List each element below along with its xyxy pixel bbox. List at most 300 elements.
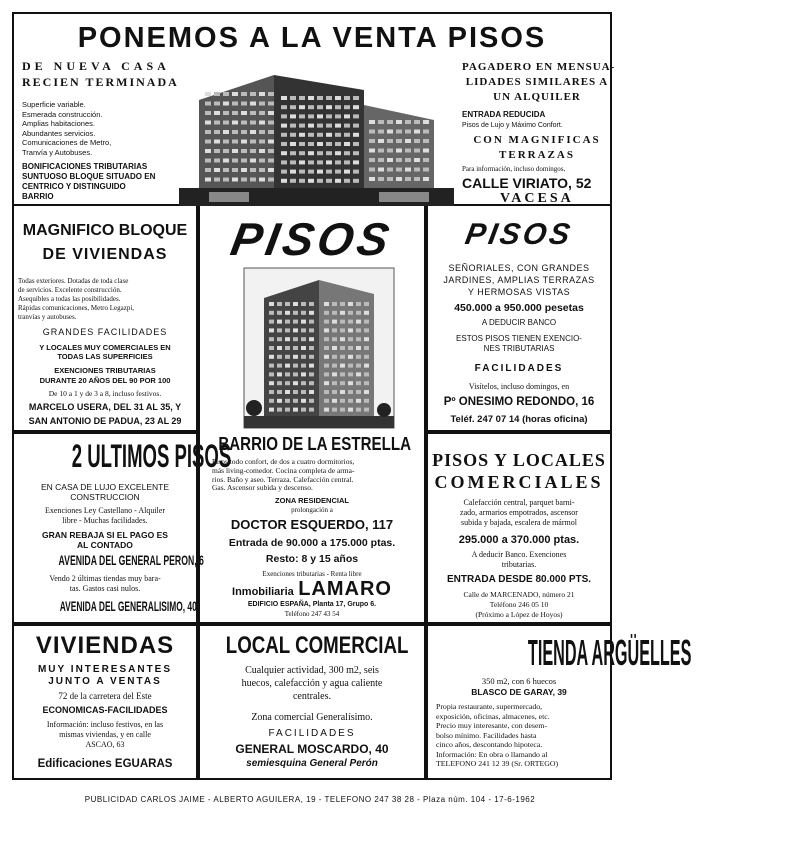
ad1-features-line: Abundantes servicios.	[22, 128, 96, 138]
ad5-body-line: libre - Muchas facilidades.	[62, 516, 148, 525]
window	[268, 92, 274, 96]
ad2-title-1: MAGNIFICO BLOQUE	[22, 222, 188, 239]
window	[309, 399, 314, 403]
window	[301, 311, 306, 315]
window	[250, 149, 256, 153]
window	[299, 124, 305, 128]
ad5-address-2-text: AVENIDA DEL GENERALISIMO, 40	[59, 598, 197, 614]
ad7-info	[14, 720, 196, 750]
window	[387, 130, 393, 134]
window	[293, 320, 298, 324]
ad3-price-2: Resto: 8 y 15 años	[265, 553, 359, 565]
window	[268, 102, 274, 106]
ad1-entrada: ENTRADA REDUCIDA	[462, 110, 546, 119]
window	[301, 364, 306, 368]
ad4-lines-line: JARDINES, AMPLIAS TERRAZAS	[443, 275, 595, 285]
window	[364, 355, 369, 359]
ad1-right-4-line: CON MAGNIFICAS	[473, 134, 601, 146]
ad-magnifico-bloque	[12, 206, 198, 432]
window	[364, 381, 369, 385]
window	[396, 168, 402, 172]
window	[308, 114, 314, 118]
window	[332, 355, 337, 359]
window	[250, 140, 256, 144]
ad3-body-line: Pisos todo confort, de dos a cuatro dormitorios,	[212, 457, 355, 466]
window	[335, 124, 341, 128]
ad2-exenciones	[14, 366, 196, 385]
window	[326, 151, 332, 155]
ad7-sub-line: MUY INTERESANTES	[37, 664, 173, 675]
ad1-bottom-text	[22, 162, 182, 202]
window	[356, 372, 361, 376]
window	[281, 96, 287, 100]
window	[290, 151, 296, 155]
window	[241, 121, 247, 125]
ad-pisos-senoriales	[426, 206, 612, 432]
window	[326, 160, 332, 164]
window	[423, 130, 429, 134]
window	[277, 346, 282, 350]
ad6-body-line: subida y bajada, escalera de mármol	[461, 518, 577, 527]
ad2-locales-line: Y LOCALES MUY COMERCIALES EN	[39, 343, 171, 352]
window	[356, 302, 361, 306]
window	[281, 124, 287, 128]
window	[348, 381, 353, 385]
window	[332, 320, 337, 324]
window	[326, 133, 332, 137]
window	[277, 320, 282, 324]
window	[232, 92, 238, 96]
window	[340, 408, 345, 412]
ad8-body-line: centrales.	[292, 691, 332, 702]
window	[232, 178, 238, 182]
ad1-right-4-line: TERRAZAS	[499, 149, 575, 161]
window	[326, 170, 332, 174]
window	[309, 337, 314, 341]
ad9-title-text: TIENDA ARGÜELLES	[527, 632, 692, 673]
window	[348, 408, 353, 412]
window	[301, 337, 306, 341]
window	[281, 142, 287, 146]
window	[290, 96, 296, 100]
ad5-shops	[14, 574, 196, 594]
window	[259, 92, 265, 96]
window	[232, 140, 238, 144]
window	[250, 121, 256, 125]
ad2-locales	[14, 343, 196, 361]
window	[340, 320, 345, 324]
ad1-left-title-1: DE NUEVA CASA	[22, 59, 170, 73]
ad2-exen-line: EXENCIONES TRIBUTARIAS	[54, 366, 156, 375]
window	[324, 399, 329, 403]
window	[290, 124, 296, 128]
window	[332, 302, 337, 306]
window	[378, 130, 384, 134]
window	[348, 302, 353, 306]
window	[332, 328, 337, 332]
window	[326, 179, 332, 183]
ad1-features-line: Esmerada construcción.	[22, 109, 103, 119]
window	[364, 372, 369, 376]
window	[250, 102, 256, 106]
window	[232, 149, 238, 153]
ad5-title-text: 2 ULTIMOS PISOS	[71, 438, 232, 474]
window	[348, 355, 353, 359]
ad2-body-line: Asequibles a todas las posibilidades.	[18, 295, 121, 303]
window	[268, 111, 274, 115]
window	[324, 355, 329, 359]
window	[340, 381, 345, 385]
window	[405, 168, 411, 172]
ad1-left-title-2: RECIEN TERMINADA	[22, 75, 179, 89]
window	[277, 399, 282, 403]
window	[293, 399, 298, 403]
window	[290, 160, 296, 164]
ad-local-comercial	[198, 624, 426, 780]
window	[293, 346, 298, 350]
window	[241, 140, 247, 144]
window	[301, 302, 306, 306]
ad7-title: VIVIENDAS	[35, 632, 175, 659]
window	[348, 390, 353, 394]
ad-viviendas	[12, 624, 198, 780]
window	[250, 178, 256, 182]
ad7-builder: Edificaciones EGUARAS	[37, 758, 173, 770]
window	[299, 142, 305, 146]
window	[309, 311, 314, 315]
window	[281, 179, 287, 183]
window	[214, 130, 220, 134]
ad9-body-line: Precio muy interesante, con desem-	[436, 721, 548, 730]
window	[285, 337, 290, 341]
window	[268, 121, 274, 125]
ad5-discount-line: AL CONTADO	[77, 540, 133, 550]
window	[232, 111, 238, 115]
window	[348, 372, 353, 376]
window	[344, 124, 350, 128]
ad-2-ultimos-pisos	[12, 432, 232, 624]
window	[259, 140, 265, 144]
window	[405, 139, 411, 143]
ad9-body-line: Información: En obra o llamando al	[436, 749, 548, 759]
window	[285, 328, 290, 332]
window	[356, 381, 361, 385]
window	[423, 177, 429, 181]
window	[223, 121, 229, 125]
ad1-features-line: Superficie variable.	[22, 100, 86, 109]
ad-ponemos-a-la-venta	[12, 12, 616, 206]
window	[369, 168, 375, 172]
ad1-features-line: Amplias habitaciones.	[22, 119, 95, 128]
window	[356, 328, 361, 332]
ad1-bottom-line: BARRIO	[22, 192, 54, 201]
window	[241, 111, 247, 115]
window	[364, 408, 369, 412]
window	[369, 158, 375, 162]
window	[356, 346, 361, 350]
window	[308, 179, 314, 183]
window	[405, 120, 411, 124]
window	[301, 390, 306, 394]
window	[285, 364, 290, 368]
window	[277, 390, 282, 394]
window	[378, 158, 384, 162]
window	[369, 149, 375, 153]
window	[205, 159, 211, 163]
window	[332, 311, 337, 315]
ad2-locales-line: TODAS LAS SUPERFICIES	[57, 352, 153, 361]
window	[269, 408, 274, 412]
window	[259, 111, 265, 115]
ad4-lines-line: Y HERMOSAS VISTAS	[467, 287, 571, 297]
window	[277, 372, 282, 376]
ad5-body	[14, 506, 196, 526]
ad9-title	[428, 632, 692, 674]
window	[364, 364, 369, 368]
window	[293, 337, 298, 341]
window	[332, 381, 337, 385]
window	[332, 337, 337, 341]
ad4-exempt-line: ESTOS PISOS TIENEN EXENCIO-	[456, 334, 582, 343]
window	[293, 381, 298, 385]
window	[308, 151, 314, 155]
ad2-hours: De 10 a 1 y de 3 a 8, incluso festivos.	[48, 389, 162, 398]
window	[241, 130, 247, 134]
ad4-deduct: A DEDUCIR BANCO	[481, 318, 557, 327]
window	[293, 355, 298, 359]
window	[223, 159, 229, 163]
window	[335, 151, 341, 155]
window	[324, 302, 329, 306]
ad3-title-text: BARRIO DE LA ESTRELLA	[218, 434, 411, 454]
ad3-body	[212, 458, 422, 493]
window	[344, 96, 350, 100]
window	[364, 320, 369, 324]
window	[232, 159, 238, 163]
window	[223, 92, 229, 96]
window	[205, 102, 211, 106]
window	[290, 170, 296, 174]
ad8-title-text: LOCAL COMERCIAL	[225, 632, 409, 659]
window	[281, 151, 287, 155]
window	[353, 142, 359, 146]
ad1-bottom-line: CENTRICO Y DISTINGUIDO	[22, 182, 126, 191]
window	[396, 158, 402, 162]
window	[324, 346, 329, 350]
footer-credit: PUBLICIDAD CARLOS JAIME - ALBERTO AGUILERA, 19 - TELEFONO 247 38 28 - Plaza núm. 104 - 17-6-1962	[84, 795, 536, 804]
ad1-right-1-line: PAGADERO EN MENSUA-	[462, 61, 616, 73]
window	[326, 96, 332, 100]
ad6-title-1: PISOS Y LOCALES	[432, 450, 606, 470]
ad5-sub-line: EN CASA DE LUJO EXCELENTE	[40, 482, 169, 492]
window	[317, 124, 323, 128]
ad6-near: (Próximo a López de Hoyos)	[475, 610, 563, 619]
window	[423, 149, 429, 153]
window	[223, 178, 229, 182]
ad6-entry: ENTRADA DESDE 80.000 PTS.	[446, 574, 592, 585]
window	[344, 142, 350, 146]
window	[335, 179, 341, 183]
ad4-price: 450.000 a 950.000 pesetas	[454, 302, 584, 314]
window	[324, 311, 329, 315]
ad6-deduct-line: A deducir Banco. Exenciones	[471, 550, 567, 559]
window	[293, 302, 298, 306]
window	[356, 408, 361, 412]
ad7-sub-line: JUNTO A VENTAS	[48, 676, 162, 687]
window	[340, 302, 345, 306]
window	[301, 355, 306, 359]
window	[364, 390, 369, 394]
ad3-price-1: Entrada de 90.000 a 175.000 ptas.	[228, 537, 396, 549]
ad2-body-line: de servicios. Excelente construcción.	[18, 286, 122, 294]
window	[285, 320, 290, 324]
window	[387, 120, 393, 124]
window	[348, 346, 353, 350]
window	[348, 328, 353, 332]
ad9-size: 350 m2, con 6 huecos	[481, 676, 557, 686]
ad1-features-line: Comunicaciones de Metro,	[22, 138, 112, 147]
window	[356, 337, 361, 341]
window	[293, 372, 298, 376]
window	[269, 372, 274, 376]
window	[396, 130, 402, 134]
ad4-facilities: FACILIDADES	[474, 363, 564, 374]
window	[281, 114, 287, 118]
ad2-facilities: GRANDES FACILIDADES	[42, 327, 168, 337]
ad3-body-line: más living-comedor. Cocina completa de arma-	[212, 465, 355, 475]
ad-tienda-arguelles	[426, 624, 692, 780]
window	[396, 120, 402, 124]
ad9-address: BLASCO DE GARAY, 39	[471, 687, 567, 697]
ad5-subtitle	[14, 482, 196, 502]
ad4-lines-line: SEÑORIALES, CON GRANDES	[448, 263, 590, 273]
ad6-price: 295.000 a 370.000 ptas.	[458, 534, 580, 546]
ad8-body	[200, 664, 424, 703]
window	[364, 302, 369, 306]
window	[405, 158, 411, 162]
window	[396, 139, 402, 143]
window	[241, 178, 247, 182]
window	[285, 311, 290, 315]
window	[317, 142, 323, 146]
window	[285, 302, 290, 306]
window	[223, 168, 229, 172]
ad3-street: DOCTOR ESQUERDO, 117	[230, 517, 394, 532]
window	[259, 178, 265, 182]
window	[205, 149, 211, 153]
ad7-subtitle	[14, 664, 196, 688]
window	[387, 168, 393, 172]
window	[269, 346, 274, 350]
window	[414, 177, 420, 181]
window	[214, 178, 220, 182]
ad5-discount	[14, 530, 196, 550]
window	[309, 408, 314, 412]
ad6-deduct	[428, 550, 610, 569]
ad1-lujo: Pisos de Lujo y Máximo Confort.	[462, 122, 563, 129]
window	[241, 102, 247, 106]
ad1-building-illustration	[179, 60, 454, 206]
window	[317, 151, 323, 155]
window	[269, 337, 274, 341]
window	[326, 142, 332, 146]
window	[414, 130, 420, 134]
ad3-phone: Teléfono 247 43 54	[284, 610, 340, 618]
window	[205, 111, 211, 115]
window	[414, 168, 420, 172]
window	[308, 124, 314, 128]
window	[344, 105, 350, 109]
ad8-body-line: Cualquier actividad, 300 m2, seis	[245, 665, 379, 676]
window	[369, 177, 375, 181]
window	[223, 149, 229, 153]
ad-barrio-estrella	[198, 206, 426, 624]
ad1-terrazas	[462, 133, 612, 163]
ad6-deduct-line: tributarias.	[501, 559, 537, 569]
window	[299, 170, 305, 174]
ad9-body-line: cinco años, descontando hipoteca.	[436, 740, 543, 749]
window	[285, 408, 290, 412]
window	[223, 130, 229, 134]
ad3-building-photo	[244, 268, 394, 428]
ad9-body-line: exposición, oficinas, almacenes, etc.	[436, 711, 550, 721]
window	[340, 328, 345, 332]
window	[332, 399, 337, 403]
window	[285, 381, 290, 385]
window	[214, 140, 220, 144]
ad2-body-line: Rápidas comunicaciones, Metro Legazpi,	[18, 304, 135, 312]
window	[326, 124, 332, 128]
ad1-headline: PONEMOS A LA VENTA PISOS	[77, 22, 547, 54]
window	[396, 149, 402, 153]
window	[317, 96, 323, 100]
window	[281, 133, 287, 137]
window	[335, 114, 341, 118]
window	[308, 133, 314, 137]
window	[250, 159, 256, 163]
window	[326, 114, 332, 118]
ad7-info-line: Información: incluso festivos, en las	[46, 720, 164, 729]
window	[214, 121, 220, 125]
ad1-payment-text	[462, 60, 616, 105]
window	[353, 170, 359, 174]
window	[285, 355, 290, 359]
window	[364, 328, 369, 332]
window	[214, 159, 220, 163]
window	[290, 114, 296, 118]
window	[301, 372, 306, 376]
window	[348, 320, 353, 324]
window	[214, 92, 220, 96]
window	[214, 149, 220, 153]
window	[309, 372, 314, 376]
window	[269, 399, 274, 403]
ad8-zone: Zona comercial Generalísimo.	[251, 712, 373, 723]
window	[269, 320, 274, 324]
ad1-info: Para información, incluso domingos,	[462, 165, 566, 173]
ad3-agency-prefix: Inmobiliaria	[232, 586, 294, 598]
ad8-address: GENERAL MOSCARDO, 40	[235, 742, 389, 756]
window	[332, 408, 337, 412]
window	[414, 120, 420, 124]
ad3-body-line: rios. Baño y aseo. Terraza. Calefacción central.	[212, 474, 354, 484]
window	[405, 130, 411, 134]
window	[344, 179, 350, 183]
window	[317, 170, 323, 174]
window	[353, 105, 359, 109]
window	[308, 160, 314, 164]
window	[364, 337, 369, 341]
